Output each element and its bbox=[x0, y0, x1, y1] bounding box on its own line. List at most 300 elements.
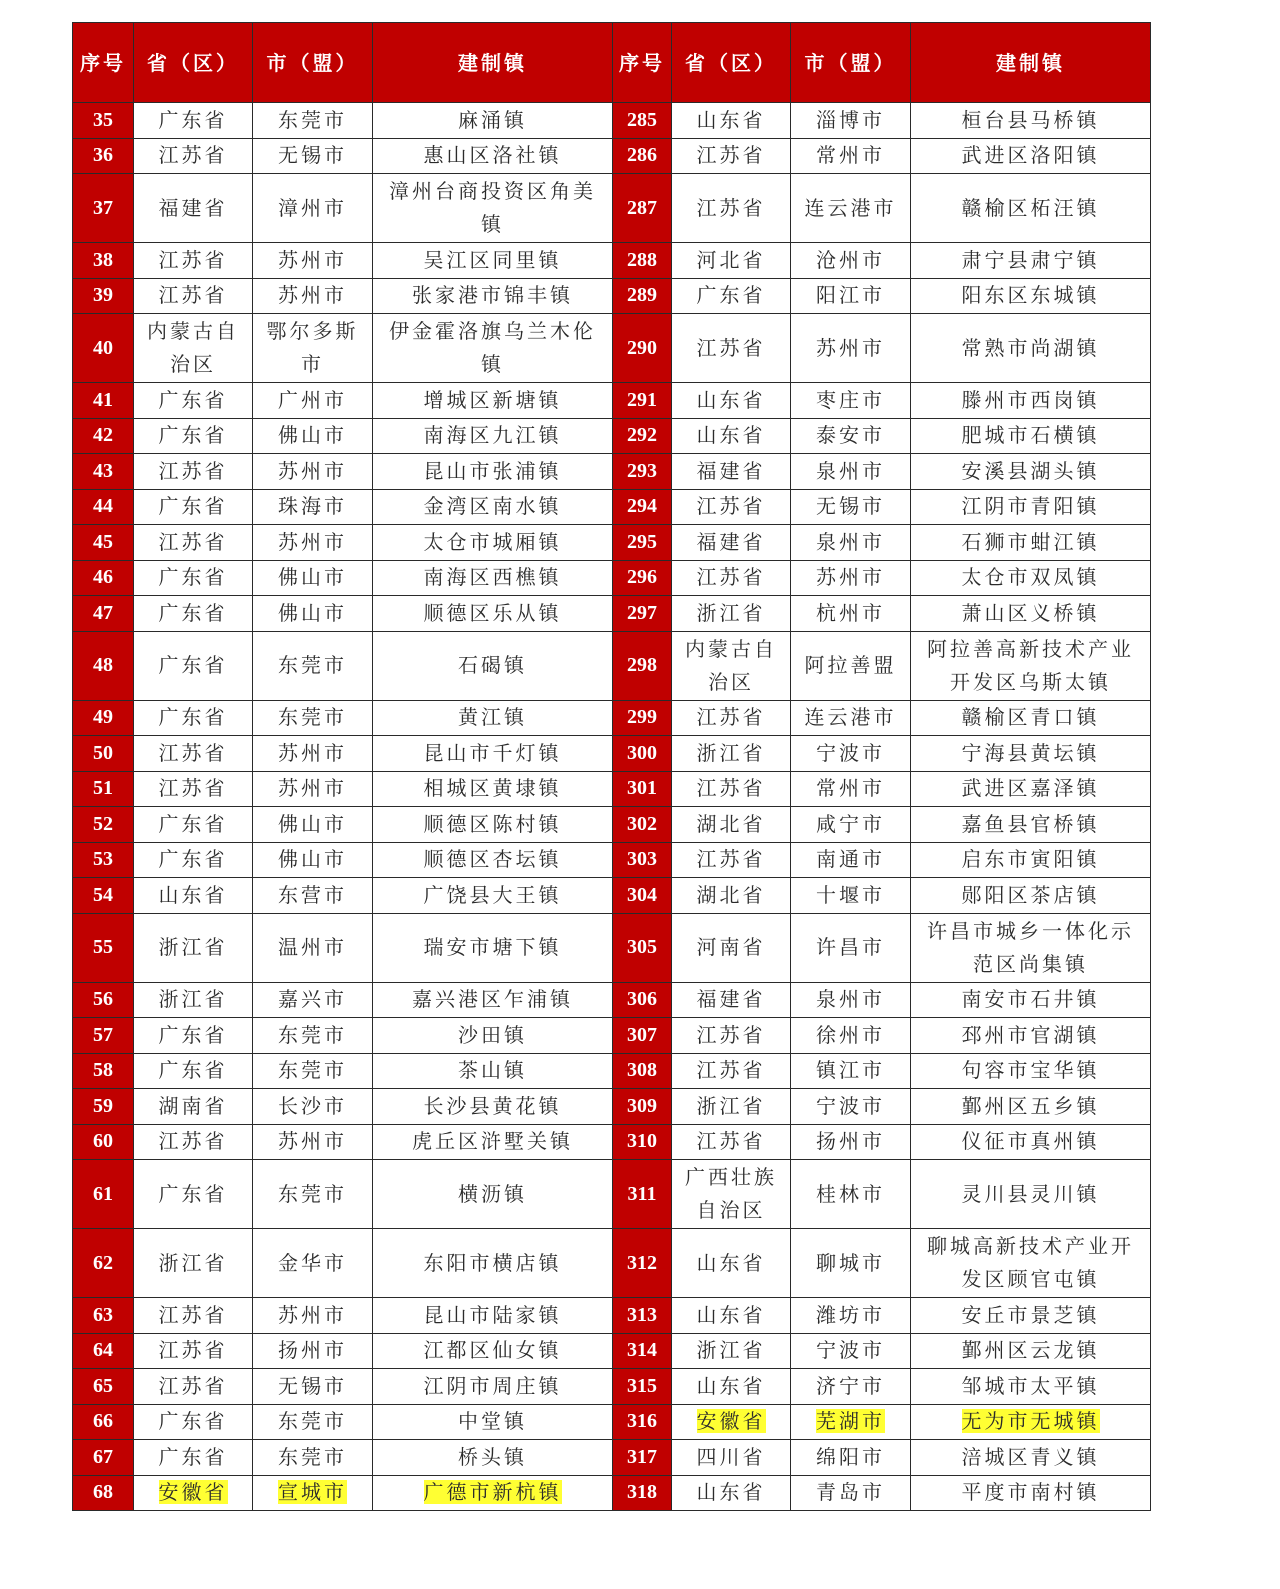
cell-text: 鄂尔多斯市 bbox=[266, 319, 359, 376]
cell-city-left bbox=[253, 560, 373, 596]
cell-seq-left bbox=[73, 1298, 134, 1334]
cell-province-right bbox=[672, 278, 791, 314]
cell-text: 肃宁县肃宁镇 bbox=[961, 247, 1100, 272]
cell-seq-left bbox=[73, 1124, 134, 1160]
cell-province-right bbox=[672, 103, 791, 139]
cell-city-right bbox=[791, 383, 911, 419]
cell-seq-right bbox=[613, 1298, 672, 1334]
cell-city-left bbox=[253, 1369, 373, 1405]
cell-city-right bbox=[791, 631, 911, 700]
cell-text: 65 bbox=[93, 1374, 113, 1397]
cell-text: 江都区仙女镇 bbox=[423, 1338, 562, 1363]
cell-city-left bbox=[253, 278, 373, 314]
cell-text: 山东省 bbox=[696, 1250, 766, 1275]
cell-text: 昆山市陆家镇 bbox=[423, 1302, 562, 1327]
cell-town-right bbox=[911, 1475, 1151, 1511]
cell-province-right bbox=[672, 418, 791, 454]
cell-seq-right bbox=[613, 454, 672, 490]
cell-text: 沙田镇 bbox=[458, 1022, 527, 1047]
table-body bbox=[73, 103, 1151, 1511]
cell-province-right bbox=[672, 1333, 791, 1369]
cell-province-right bbox=[672, 700, 791, 736]
cell-text: 长沙市 bbox=[278, 1093, 347, 1118]
cell-town-left bbox=[373, 525, 613, 561]
cell-text: 294 bbox=[627, 495, 657, 518]
cell-text: 广东省 bbox=[158, 653, 228, 677]
cell-text: 萧山区义桥镇 bbox=[961, 600, 1100, 625]
cell-text: 295 bbox=[627, 530, 657, 553]
cell-city-left bbox=[253, 174, 373, 243]
cell-seq-right bbox=[613, 878, 672, 914]
cell-text: 38 bbox=[93, 248, 113, 271]
table-row bbox=[73, 418, 1151, 454]
cell-text: 299 bbox=[627, 706, 657, 729]
table-row bbox=[73, 736, 1151, 772]
cell-text: 苏州市 bbox=[278, 283, 347, 308]
cell-text: 东莞市 bbox=[278, 705, 347, 730]
cell-text: 江苏省 bbox=[158, 1373, 228, 1398]
header-seq-left: 序号 bbox=[73, 23, 134, 103]
cell-text: 58 bbox=[93, 1059, 113, 1082]
cell-city-left bbox=[253, 1298, 373, 1334]
cell-text: 59 bbox=[93, 1094, 113, 1117]
cell-text: 赣榆区柘汪镇 bbox=[961, 195, 1100, 220]
cell-town-right bbox=[911, 1229, 1151, 1298]
cell-seq-left bbox=[73, 913, 134, 982]
cell-province-left bbox=[134, 560, 253, 596]
cell-town-right bbox=[911, 913, 1151, 982]
cell-text: 63 bbox=[93, 1303, 113, 1326]
cell-city-right bbox=[791, 1089, 911, 1125]
cell-seq-right bbox=[613, 1369, 672, 1405]
cell-text: 连云港市 bbox=[804, 705, 897, 730]
cell-town-right bbox=[911, 736, 1151, 772]
table-row bbox=[73, 631, 1151, 700]
cell-province-right bbox=[672, 1298, 791, 1334]
cell-text: 平度市南村镇 bbox=[961, 1480, 1100, 1505]
cell-text: 浙江省 bbox=[158, 987, 228, 1012]
cell-text: 45 bbox=[93, 530, 113, 553]
cell-province-left bbox=[134, 1333, 253, 1369]
cell-city-left bbox=[253, 1333, 373, 1369]
cell-province-right bbox=[672, 1053, 791, 1089]
cell-province-left bbox=[134, 1298, 253, 1334]
cell-text: 江苏省 bbox=[158, 776, 228, 801]
header-province-left: 省（区） bbox=[134, 23, 253, 103]
cell-town-left bbox=[373, 982, 613, 1018]
cell-town-left bbox=[373, 1369, 613, 1405]
cell-text: 290 bbox=[627, 336, 657, 359]
cell-town-left bbox=[373, 1440, 613, 1476]
cell-city-right bbox=[791, 174, 911, 243]
cell-text: 44 bbox=[93, 495, 113, 518]
cell-seq-right bbox=[613, 1475, 672, 1511]
cell-text: 湖北省 bbox=[696, 882, 766, 907]
table-row bbox=[73, 596, 1151, 632]
cell-text: 相城区黄埭镇 bbox=[423, 776, 562, 801]
cell-text: 广东省 bbox=[158, 565, 228, 590]
cell-town-left bbox=[373, 454, 613, 490]
cell-province-left bbox=[134, 1160, 253, 1229]
cell-province-left bbox=[134, 736, 253, 772]
table-row bbox=[73, 982, 1151, 1018]
cell-seq-left bbox=[73, 1160, 134, 1229]
cell-seq-left bbox=[73, 1404, 134, 1440]
cell-seq-left bbox=[73, 278, 134, 314]
cell-text: 佛山市 bbox=[278, 600, 347, 625]
cell-town-right bbox=[911, 1333, 1151, 1369]
cell-city-right bbox=[791, 1440, 911, 1476]
cell-province-right bbox=[672, 383, 791, 419]
cell-text: 苏州市 bbox=[278, 247, 347, 272]
cell-text: 54 bbox=[93, 883, 113, 906]
table-row bbox=[73, 913, 1151, 982]
cell-text: 麻涌镇 bbox=[458, 107, 527, 132]
cell-seq-right bbox=[613, 771, 672, 807]
cell-text: 302 bbox=[627, 812, 657, 835]
table-row bbox=[73, 1298, 1151, 1334]
cell-city-right bbox=[791, 1053, 911, 1089]
cell-text: 303 bbox=[627, 848, 657, 871]
cell-text: 佛山市 bbox=[278, 565, 347, 590]
cell-province-left bbox=[134, 278, 253, 314]
cell-town-left bbox=[373, 1298, 613, 1334]
cell-text: 48 bbox=[93, 654, 113, 676]
cell-seq-right bbox=[613, 842, 672, 878]
cell-town-right bbox=[911, 807, 1151, 843]
cell-text: 67 bbox=[93, 1445, 113, 1468]
cell-text: 315 bbox=[627, 1374, 657, 1397]
cell-seq-left bbox=[73, 878, 134, 914]
cell-city-left bbox=[253, 243, 373, 279]
cell-text: 金湾区南水镇 bbox=[423, 494, 562, 519]
cell-city-left bbox=[253, 842, 373, 878]
cell-province-right bbox=[672, 174, 791, 243]
cell-province-left bbox=[134, 1229, 253, 1298]
cell-city-left bbox=[253, 1160, 373, 1229]
cell-text: 301 bbox=[627, 777, 657, 800]
cell-text: 虎丘区浒墅关镇 bbox=[412, 1129, 573, 1154]
cell-city-right bbox=[791, 842, 911, 878]
cell-city-right bbox=[791, 560, 911, 596]
cell-province-left bbox=[134, 1089, 253, 1125]
cell-text: 东莞市 bbox=[278, 107, 347, 132]
cell-text: 苏州市 bbox=[278, 458, 347, 483]
cell-text: 福建省 bbox=[696, 987, 766, 1012]
cell-seq-right bbox=[613, 1404, 672, 1440]
cell-text: 宁波市 bbox=[816, 1338, 885, 1363]
cell-seq-left bbox=[73, 243, 134, 279]
table-row bbox=[73, 1369, 1151, 1405]
cell-text: 安溪县湖头镇 bbox=[961, 458, 1100, 483]
cell-text: 江苏省 bbox=[158, 283, 228, 308]
table-row bbox=[73, 383, 1151, 419]
cell-text: 佛山市 bbox=[278, 423, 347, 448]
cell-text: 扬州市 bbox=[816, 1129, 885, 1154]
cell-text: 江苏省 bbox=[696, 565, 766, 590]
cell-text: 广东省 bbox=[158, 494, 228, 519]
cell-text: 浙江省 bbox=[696, 1093, 766, 1118]
cell-text: 长沙县黄花镇 bbox=[423, 1093, 562, 1118]
cell-province-right bbox=[672, 314, 791, 383]
cell-text: 连云港市 bbox=[804, 195, 897, 220]
cell-city-left bbox=[253, 771, 373, 807]
cell-town-right bbox=[911, 1298, 1151, 1334]
cell-text: 江苏省 bbox=[696, 1129, 766, 1154]
cell-text: 石狮市蚶江镇 bbox=[961, 529, 1100, 554]
cell-province-left bbox=[134, 454, 253, 490]
cell-town-right bbox=[911, 314, 1151, 383]
cell-seq-left bbox=[73, 418, 134, 454]
cell-text: 武进区洛阳镇 bbox=[961, 143, 1100, 168]
cell-text: 泉州市 bbox=[816, 987, 885, 1012]
cell-text: 南通市 bbox=[816, 847, 885, 872]
cell-province-left bbox=[134, 631, 253, 700]
header-row bbox=[73, 23, 1151, 103]
cell-text: 江苏省 bbox=[696, 143, 766, 168]
cell-town-right bbox=[911, 103, 1151, 139]
cell-town-left bbox=[373, 807, 613, 843]
cell-city-right bbox=[791, 1369, 911, 1405]
cell-city-right bbox=[791, 700, 911, 736]
cell-text: 苏州市 bbox=[278, 1129, 347, 1154]
cell-seq-left bbox=[73, 454, 134, 490]
table-row bbox=[73, 771, 1151, 807]
cell-town-left bbox=[373, 842, 613, 878]
cell-city-right bbox=[791, 278, 911, 314]
cell-text: 286 bbox=[627, 144, 657, 167]
cell-text: 绵阳市 bbox=[816, 1444, 885, 1469]
cell-seq-left bbox=[73, 736, 134, 772]
cell-text: 金华市 bbox=[278, 1250, 347, 1275]
cell-city-right bbox=[791, 982, 911, 1018]
cell-text: 47 bbox=[93, 601, 113, 624]
cell-text: 聊城市 bbox=[816, 1250, 885, 1275]
cell-province-left bbox=[134, 807, 253, 843]
cell-text: 昆山市千灯镇 bbox=[423, 740, 562, 765]
cell-town-left bbox=[373, 314, 613, 383]
cell-province-left bbox=[134, 489, 253, 525]
cell-town-left bbox=[373, 174, 613, 243]
cell-city-left bbox=[253, 489, 373, 525]
cell-town-right bbox=[911, 982, 1151, 1018]
cell-text: 广东省 bbox=[158, 423, 228, 448]
header-province-right: 省（区） bbox=[672, 23, 791, 103]
cell-text: 桂林市 bbox=[816, 1181, 885, 1206]
cell-text: 佛山市 bbox=[278, 811, 347, 836]
cell-seq-right bbox=[613, 1440, 672, 1476]
cell-city-right bbox=[791, 1404, 911, 1440]
cell-text: 297 bbox=[627, 601, 657, 624]
cell-province-right bbox=[672, 525, 791, 561]
cell-text: 横沥镇 bbox=[458, 1181, 527, 1206]
cell-city-left bbox=[253, 1475, 373, 1511]
cell-text: 灵川县灵川镇 bbox=[961, 1181, 1100, 1206]
cell-text: 浙江省 bbox=[696, 740, 766, 765]
cell-text: 285 bbox=[627, 108, 657, 131]
cell-text: 40 bbox=[93, 336, 113, 359]
cell-province-left bbox=[134, 1124, 253, 1160]
cell-province-left bbox=[134, 700, 253, 736]
table-row bbox=[73, 454, 1151, 490]
cell-seq-right bbox=[613, 1160, 672, 1229]
cell-town-left bbox=[373, 489, 613, 525]
cell-town-right bbox=[911, 596, 1151, 632]
cell-text: 漳州台商投资区角美镇 bbox=[389, 179, 596, 236]
cell-seq-right bbox=[613, 138, 672, 174]
cell-text: 茶山镇 bbox=[458, 1058, 527, 1083]
highlighted-text: 安徽省 bbox=[696, 1409, 766, 1434]
cell-text: 50 bbox=[93, 741, 113, 764]
cell-text: 扬州市 bbox=[278, 1338, 347, 1363]
cell-text: 293 bbox=[627, 459, 657, 482]
cell-seq-left bbox=[73, 1229, 134, 1298]
cell-text: 沧州市 bbox=[816, 247, 885, 272]
cell-city-left bbox=[253, 631, 373, 700]
cell-town-left bbox=[373, 631, 613, 700]
cell-seq-left bbox=[73, 1369, 134, 1405]
cell-text: 湖北省 bbox=[696, 811, 766, 836]
cell-text: 嘉鱼县官桥镇 bbox=[961, 811, 1100, 836]
cell-text: 广东省 bbox=[158, 1444, 228, 1469]
cell-text: 南海区九江镇 bbox=[423, 423, 562, 448]
cell-text: 江苏省 bbox=[158, 529, 228, 554]
cell-text: 35 bbox=[93, 108, 113, 131]
cell-town-right bbox=[911, 1369, 1151, 1405]
cell-town-left bbox=[373, 1475, 613, 1511]
cell-text: 顺德区陈村镇 bbox=[423, 811, 562, 836]
cell-text: 61 bbox=[93, 1182, 113, 1205]
cell-text: 泉州市 bbox=[816, 529, 885, 554]
cell-text: 常州市 bbox=[816, 143, 885, 168]
cell-province-right bbox=[672, 1229, 791, 1298]
cell-text: 308 bbox=[627, 1059, 657, 1082]
cell-text: 313 bbox=[627, 1303, 657, 1326]
cell-text: 南海区西樵镇 bbox=[423, 565, 562, 590]
cell-town-left bbox=[373, 1124, 613, 1160]
cell-city-left bbox=[253, 596, 373, 632]
cell-seq-right bbox=[613, 243, 672, 279]
cell-city-left bbox=[253, 700, 373, 736]
cell-city-left bbox=[253, 1089, 373, 1125]
cell-city-left bbox=[253, 1018, 373, 1054]
cell-town-left bbox=[373, 878, 613, 914]
cell-province-right bbox=[672, 1160, 791, 1229]
cell-text: 广东省 bbox=[158, 1022, 228, 1047]
cell-text: 张家港市锦丰镇 bbox=[412, 283, 573, 308]
cell-seq-left bbox=[73, 383, 134, 419]
cell-text: 江苏省 bbox=[696, 494, 766, 519]
cell-seq-right bbox=[613, 525, 672, 561]
cell-text: 66 bbox=[93, 1410, 113, 1433]
cell-text: 句容市宝华镇 bbox=[961, 1058, 1100, 1083]
cell-seq-left bbox=[73, 807, 134, 843]
cell-text: 咸宁市 bbox=[816, 811, 885, 836]
cell-city-left bbox=[253, 383, 373, 419]
cell-seq-left bbox=[73, 982, 134, 1018]
cell-province-right bbox=[672, 736, 791, 772]
cell-text: 昆山市张浦镇 bbox=[423, 458, 562, 483]
cell-province-left bbox=[134, 138, 253, 174]
cell-town-right bbox=[911, 560, 1151, 596]
cell-text: 无锡市 bbox=[816, 494, 885, 519]
cell-seq-right bbox=[613, 383, 672, 419]
cell-province-right bbox=[672, 807, 791, 843]
cell-province-left bbox=[134, 1475, 253, 1511]
cell-seq-right bbox=[613, 103, 672, 139]
cell-text: 桓台县马桥镇 bbox=[961, 107, 1100, 132]
cell-city-right bbox=[791, 138, 911, 174]
cell-city-left bbox=[253, 314, 373, 383]
cell-province-right bbox=[672, 1475, 791, 1511]
cell-text: 镇江市 bbox=[816, 1058, 885, 1083]
cell-city-right bbox=[791, 1229, 911, 1298]
cell-seq-right bbox=[613, 1018, 672, 1054]
cell-province-right bbox=[672, 1369, 791, 1405]
cell-text: 阳江市 bbox=[816, 283, 885, 308]
cell-text: 江苏省 bbox=[158, 1129, 228, 1154]
cell-city-left bbox=[253, 807, 373, 843]
cell-seq-right bbox=[613, 489, 672, 525]
cell-text: 常熟市尚湖镇 bbox=[961, 335, 1100, 360]
cell-text: 东莞市 bbox=[278, 1409, 347, 1434]
cell-seq-left bbox=[73, 631, 134, 700]
cell-province-left bbox=[134, 1369, 253, 1405]
table-row bbox=[73, 103, 1151, 139]
cell-province-left bbox=[134, 982, 253, 1018]
cell-town-right bbox=[911, 243, 1151, 279]
cell-province-left bbox=[134, 103, 253, 139]
cell-text: 黄江镇 bbox=[458, 705, 527, 730]
cell-seq-left bbox=[73, 489, 134, 525]
cell-seq-left bbox=[73, 314, 134, 383]
cell-province-right bbox=[672, 878, 791, 914]
cell-text: 309 bbox=[627, 1094, 657, 1117]
cell-text: 鄞州区五乡镇 bbox=[961, 1093, 1100, 1118]
cell-city-right bbox=[791, 736, 911, 772]
cell-city-left bbox=[253, 418, 373, 454]
cell-text: 泉州市 bbox=[816, 458, 885, 483]
table-row bbox=[73, 1475, 1151, 1511]
cell-province-right bbox=[672, 1124, 791, 1160]
cell-city-left bbox=[253, 1229, 373, 1298]
cell-city-left bbox=[253, 736, 373, 772]
cell-text: 东阳市横店镇 bbox=[423, 1250, 562, 1275]
cell-text: 济宁市 bbox=[816, 1373, 885, 1398]
cell-text: 62 bbox=[93, 1251, 113, 1274]
cell-seq-right bbox=[613, 314, 672, 383]
highlighted-text: 安徽省 bbox=[158, 1480, 228, 1505]
cell-seq-left bbox=[73, 103, 134, 139]
cell-text: 318 bbox=[627, 1481, 657, 1504]
cell-text: 宁波市 bbox=[816, 740, 885, 765]
cell-seq-right bbox=[613, 736, 672, 772]
cell-text: 55 bbox=[93, 936, 113, 958]
cell-town-left bbox=[373, 736, 613, 772]
cell-seq-left bbox=[73, 1475, 134, 1511]
cell-text: 56 bbox=[93, 988, 113, 1011]
cell-city-left bbox=[253, 454, 373, 490]
cell-town-right bbox=[911, 454, 1151, 490]
cell-town-right bbox=[911, 1053, 1151, 1089]
cell-town-left bbox=[373, 1333, 613, 1369]
cell-text: 江苏省 bbox=[158, 143, 228, 168]
cell-text: 瑞安市塘下镇 bbox=[423, 935, 562, 959]
cell-seq-left bbox=[73, 138, 134, 174]
cell-province-right bbox=[672, 489, 791, 525]
cell-town-right bbox=[911, 489, 1151, 525]
cell-city-left bbox=[253, 1440, 373, 1476]
